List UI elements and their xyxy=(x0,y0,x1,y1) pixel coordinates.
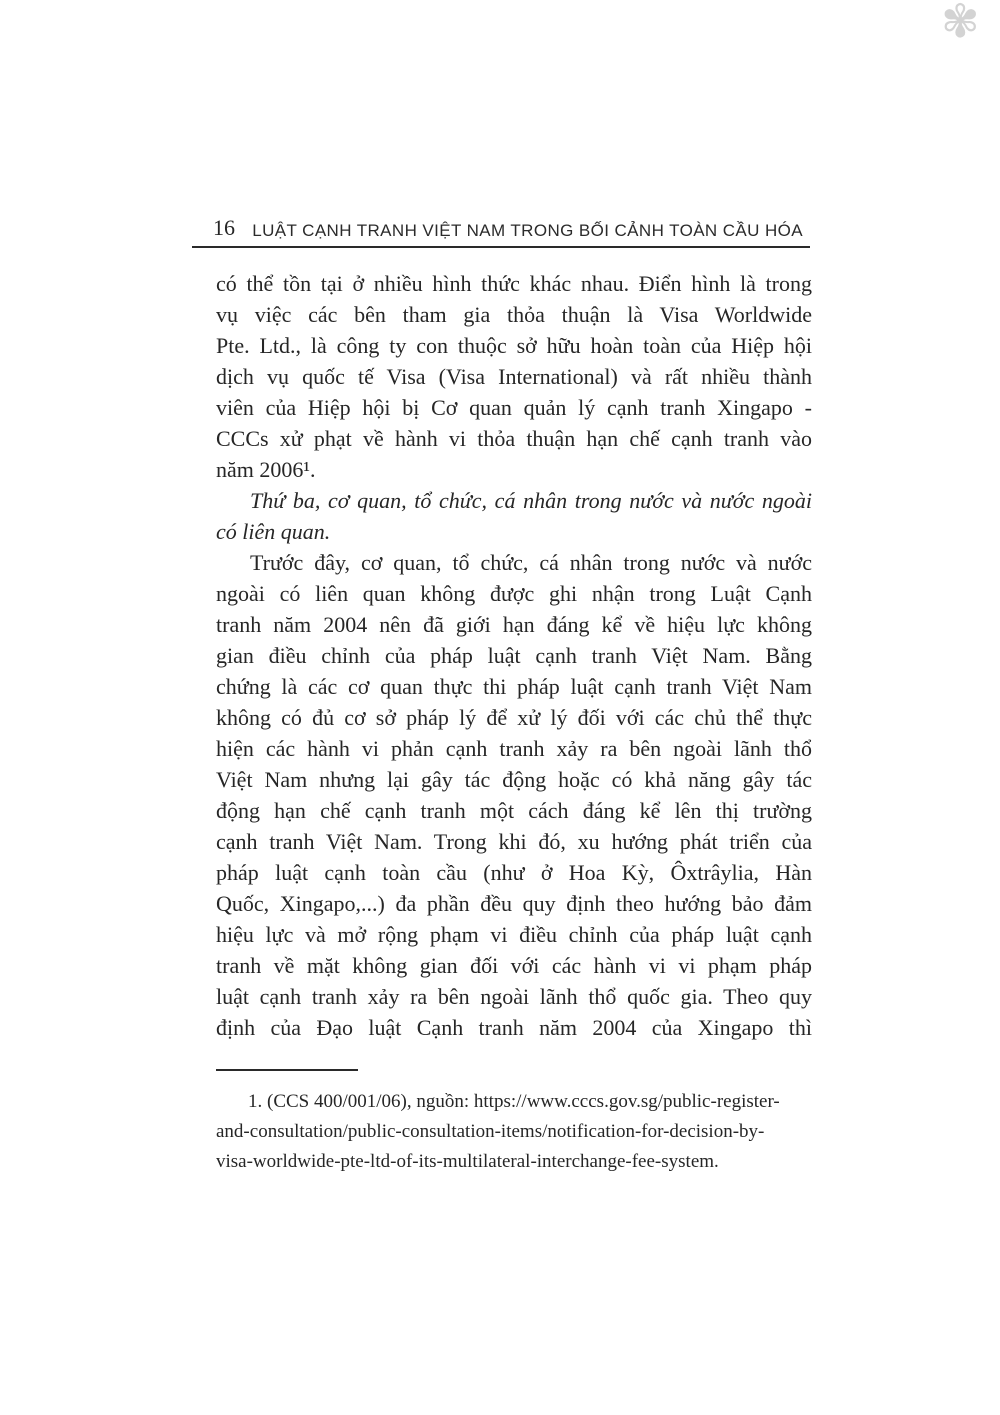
body-line: ngoài có liên quan không được ghi nhận trong Luật Cạnh xyxy=(216,581,812,606)
page-header xyxy=(192,206,810,248)
body-line: định của Đạo luật Cạnh tranh năm 2004 của Xingapo thì xyxy=(216,1015,812,1040)
body-line: tranh về mặt không gian đối với các hành vi vi phạm pháp xyxy=(216,953,812,978)
flower-ornament-icon: ✾ xyxy=(941,0,980,48)
body-line: không có đủ cơ sở pháp lý để xử lý đối với các chủ thể thực xyxy=(216,705,812,730)
body-line: pháp luật cạnh toàn cầu (như ở Hoa Kỳ, Ôxtrâylia, Hàn xyxy=(216,860,812,885)
footnote-line: visa-worldwide-pte-ltd-of-its-multilateral-interchange-fee-system. xyxy=(216,1151,719,1172)
footnote xyxy=(216,1087,812,1177)
footnote-line: and-consultation/public-consultation-items/notification-for-decision-by- xyxy=(216,1121,765,1142)
body-line: viên của Hiệp hội bị Cơ quan quản lý cạnh tranh Xingapo - xyxy=(216,395,812,420)
body-line: Quốc, Xingapo,...) đa phần đều quy định theo hướng bảo đảm xyxy=(216,891,812,916)
body-line: luật cạnh tranh xảy ra bên ngoài lãnh thổ quốc gia. Theo quy xyxy=(216,984,812,1009)
body-line: gian điều chỉnh của pháp luật cạnh tranh Việt Nam. Bằng xyxy=(216,643,812,668)
body-line: vụ việc các bên tham gia thỏa thuận là Visa Worldwide xyxy=(216,302,812,327)
body-line: Trước đây, cơ quan, tổ chức, cá nhân trong nước và nước xyxy=(250,550,812,575)
body-line: động hạn chế cạnh tranh một cách đáng kể lên thị trường xyxy=(216,798,812,823)
body-text xyxy=(216,268,812,1043)
body-line: Thứ ba, cơ quan, tổ chức, cá nhân trong nước và nước ngoài xyxy=(250,488,812,513)
body-line: năm 2006¹. xyxy=(216,457,316,482)
body-line: có liên quan. xyxy=(216,519,331,544)
body-line: chứng là các cơ quan thực thi pháp luật cạnh tranh Việt Nam xyxy=(216,674,812,699)
body-line: cạnh tranh Việt Nam. Trong khi đó, xu hướng phát triển của xyxy=(216,829,812,854)
body-line: Việt Nam nhưng lại gây tác động hoặc có khả năng gây tác xyxy=(216,767,812,792)
running-title: LUẬT CẠNH TRANH VIỆT NAM TRONG BỐI CẢNH TOÀN CẦU HÓA xyxy=(252,221,803,240)
footnote-rule xyxy=(216,1069,358,1071)
body-line: có thể tồn tại ở nhiều hình thức khác nhau. Điển hình là trong xyxy=(216,271,812,296)
body-line: tranh năm 2004 nên đã giới hạn đáng kể về hiệu lực không xyxy=(216,612,812,637)
footnote-line: 1. (CCS 400/001/06), nguồn: https://www.cccs.gov.sg/public-register- xyxy=(248,1091,780,1112)
page-number: 16 xyxy=(213,215,235,240)
body-line: CCCs xử phạt về hành vi thỏa thuận hạn chế cạnh tranh vào xyxy=(216,426,812,451)
body-line: dịch vụ quốc tế Visa (Visa International) và rất nhiều thành xyxy=(216,364,812,389)
body-line: hiệu lực và mở rộng phạm vi điều chỉnh của pháp luật cạnh xyxy=(216,922,812,947)
body-line: Pte. Ltd., là công ty con thuộc sở hữu hoàn toàn của Hiệp hội xyxy=(216,333,812,358)
body-line: hiện các hành vi phản cạnh tranh xảy ra bên ngoài lãnh thổ xyxy=(216,736,812,761)
